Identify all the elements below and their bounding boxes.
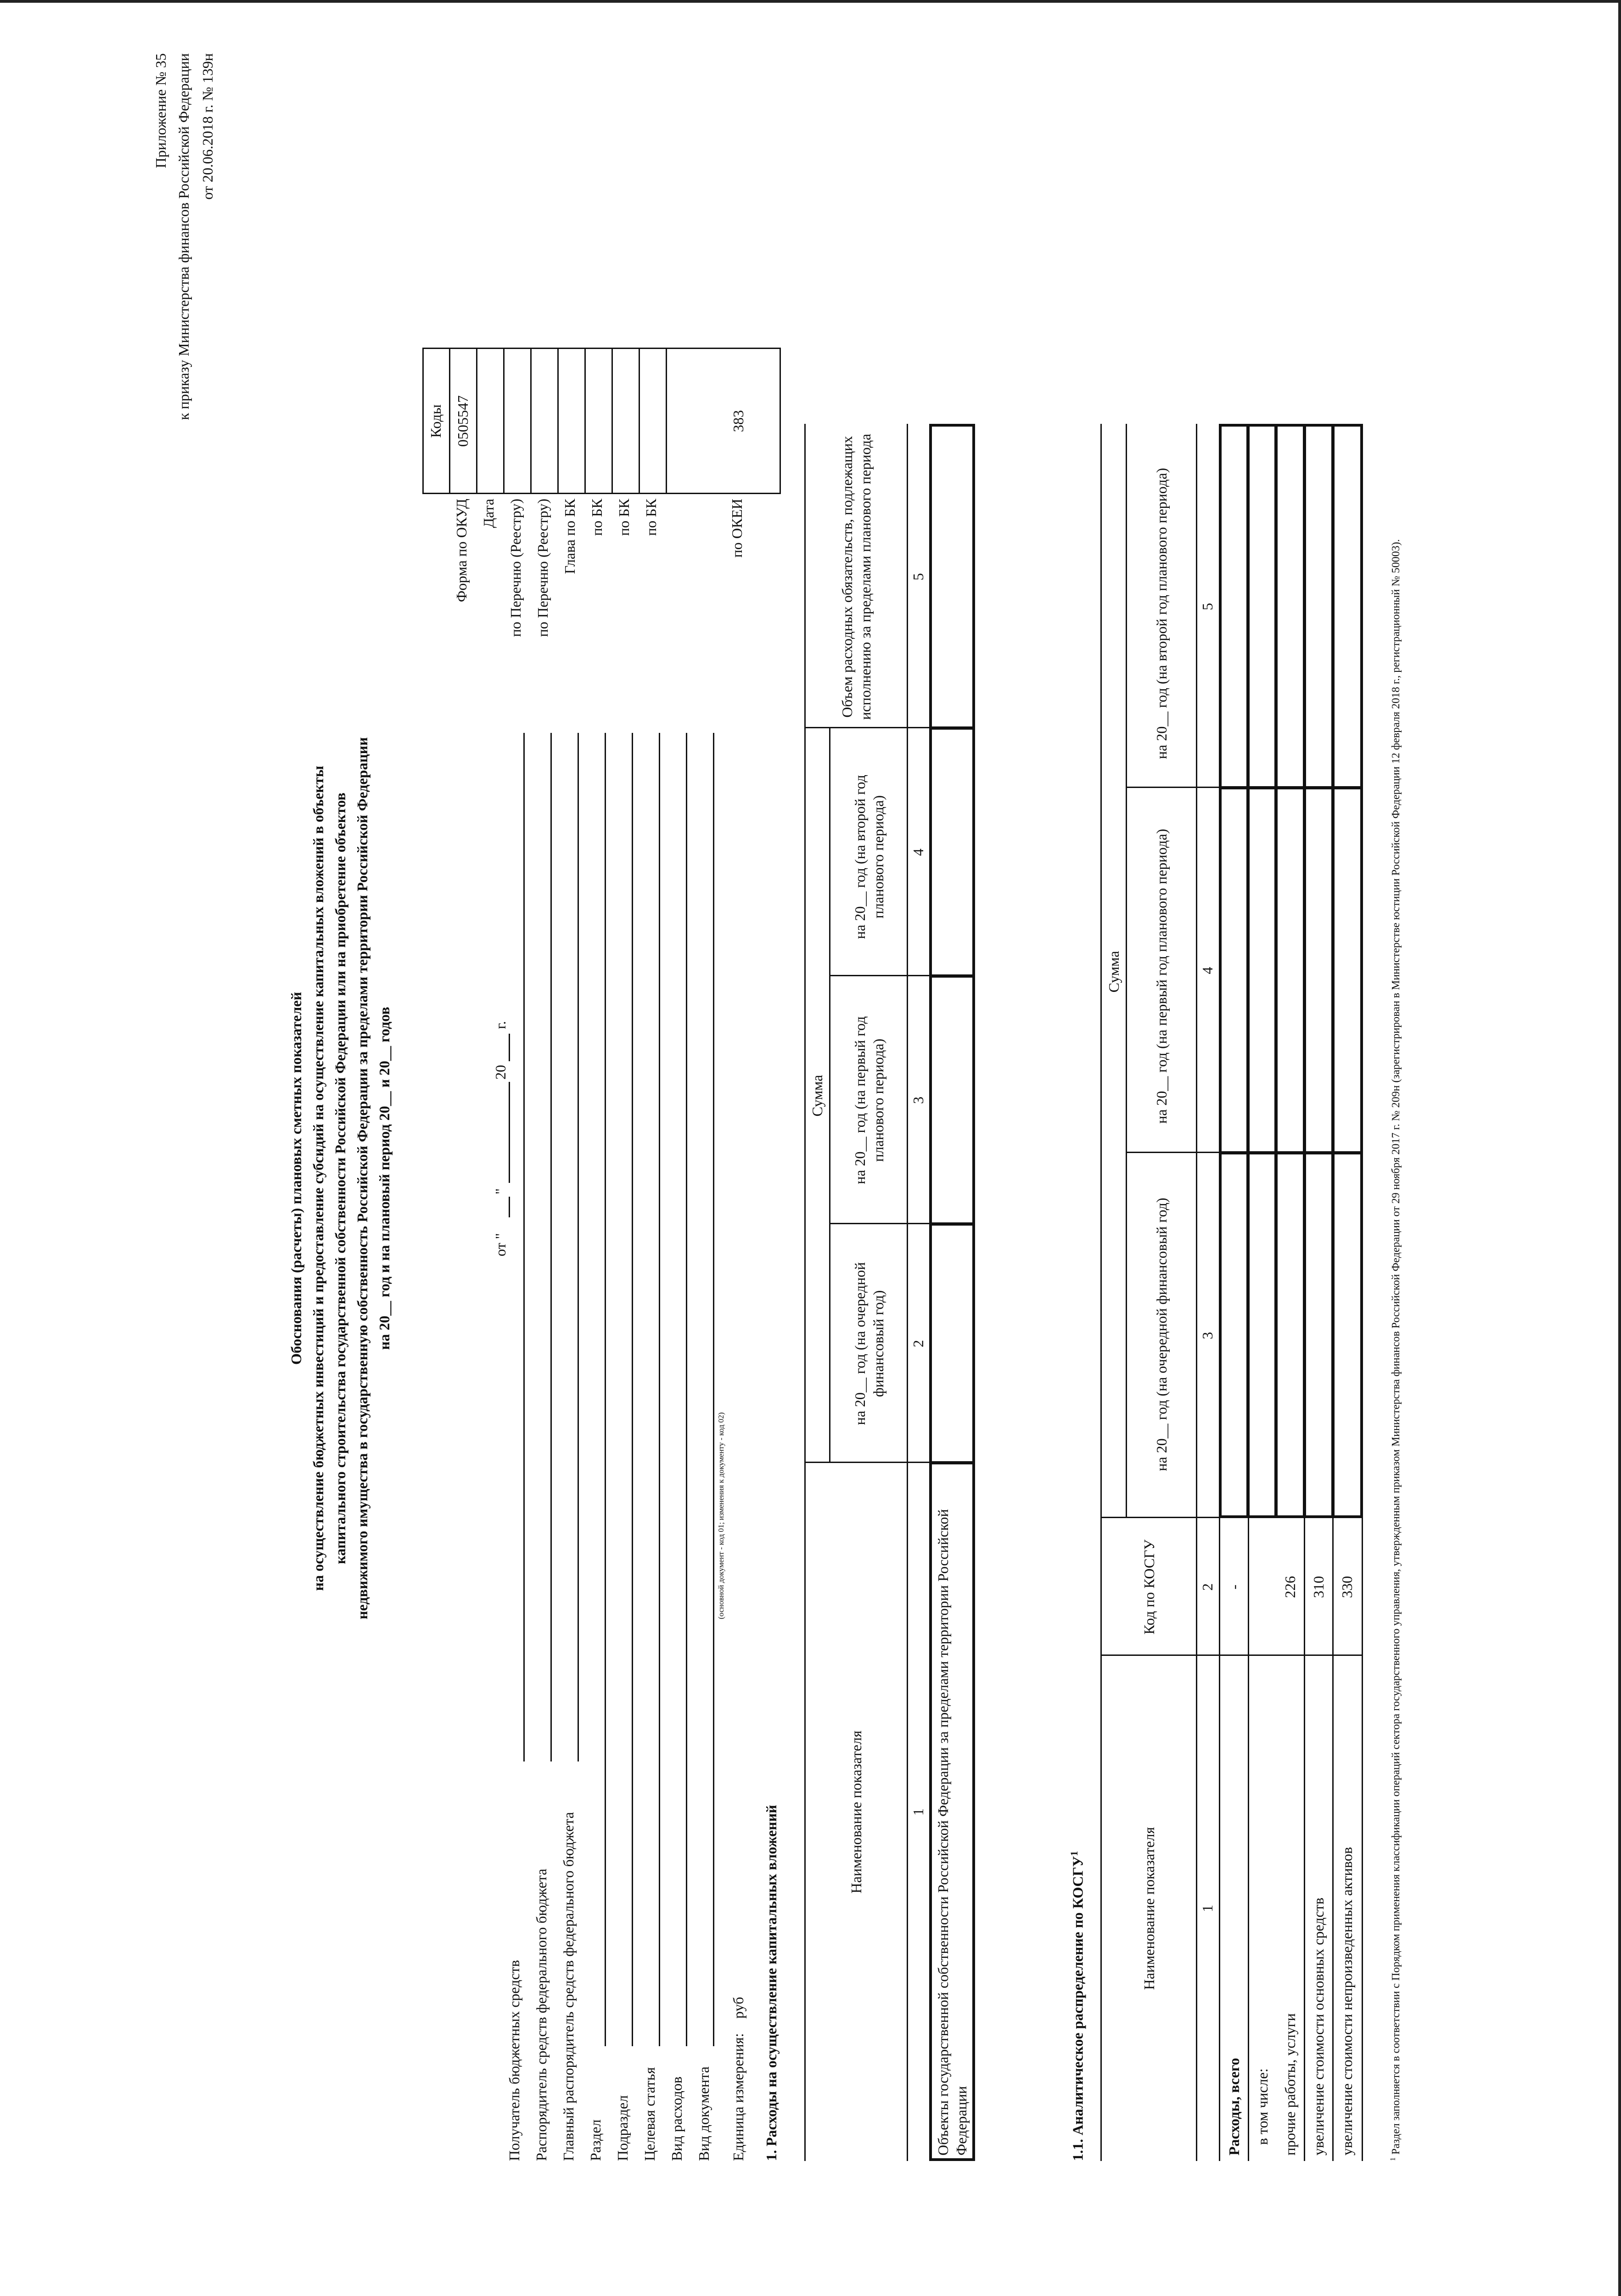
title-line-2: на осуществление бюджетных инвестиций и предоставление субсидий на осуществление капитальных вложений в объекты [310,765,326,1591]
s11-row-incl-code [1249,1518,1276,1656]
s11-row-incl-name: в том числе: [1254,2068,1271,2145]
field-distributor: Распорядитель средств федерального бюджета [533,1868,550,2161]
s11-row-226-code: 226 [1282,1576,1298,1598]
s11-row-226-name: прочие работы, услуги [1282,2013,1298,2155]
codes-header: Коды [427,404,444,438]
s11-header-name: Наименование показателя [1140,1827,1157,1990]
footnote [1386,425,1403,2161]
s1-header-col5: Объем расходных обязательств, подлежащих исполнению за пределами планового периода [839,433,874,720]
s11-row-330-name: увеличение стоимости непроизведенных активов [1339,1847,1355,2155]
codes-label-bk-1: по БК [589,499,605,536]
s1-header-sum: Сумма [809,1075,825,1117]
s1-num-5: 5 [910,573,926,580]
title-line-4: недвижимого имущества в государственную собственность Российской Федерации за пределами территории Российской Федерации [354,737,370,1620]
s1-header-col3: на 20__ год (на первый год планового периода) [851,1016,886,1184]
s1-num-4: 4 [910,849,926,856]
field-expense-type: Вид расходов [668,2077,685,2161]
s1-header-col4: на 20__ год (на второй год планового периода) [851,775,886,939]
section-1-1-footnote-ref: 1 [1068,1851,1080,1856]
codes-label-registry-2: по Перечню (Реестру) [534,499,551,637]
field-target-article: Целевая статья [641,2067,658,2161]
codes-value-okei: 383 [730,410,746,432]
s11-num-1: 1 [1199,1905,1216,1912]
s1-num-3: 3 [910,1097,926,1104]
s11-num-2: 2 [1199,1583,1216,1591]
s1-row-objects: Объекты государственной собственности Российской Федерации за пределами территории Российской Федерации [935,1509,970,2155]
s1-header-col2: на 20__ год (на очередной финансовый год) [851,1262,886,1425]
section-1-1-title [1065,1851,1087,2161]
field-section: Раздел [587,2119,604,2161]
s11-header-col4: на 20__ год (на первый год планового периода) [1153,828,1170,1124]
s11-num-4: 4 [1199,967,1216,974]
s11-row-310-code: 310 [1310,1576,1327,1598]
field-recipient: Получатель бюджетных средств [506,1960,522,2161]
s11-row-total-name: Расходы, всего [1226,2058,1242,2155]
title-line-1: Обоснования (расчеты) плановых сметных показателей [288,992,304,1365]
appendix-line-1: Приложение № 35 [152,53,169,169]
s11-num-3: 3 [1199,1332,1216,1339]
s1-num-1: 1 [910,1808,926,1816]
footnote-text: Раздел заполняется в соответствии с Порядком применения классификации операций сектора государственного управления, утвержденным приказом Министерства финансов Российской Федерации от 29 ноября 2017 г. № 209н (зарегистрирован в Министерстве юстиции Российской Федерации 12 февраля 2018 г., регистрационный № 50003). [1390,539,1402,2155]
codes-label-glava-bk: Глава по БК [561,499,578,574]
date-year-suffix: г. [492,1021,509,1029]
unit-value: руб [730,1997,746,2019]
date-quote: " [492,1188,509,1194]
unit-label: Единица измерения: [730,2033,746,2161]
field-document-type: Вид документа [696,2066,712,2161]
s11-row-330-code: 330 [1339,1576,1355,1598]
s11-num-5: 5 [1199,603,1216,610]
document-type-hint: (основной документ - код 01; изменения к документу - код 02) [717,1412,725,1619]
s11-row-310-name: увеличение стоимости основных средств [1310,1897,1327,2155]
date-from: от " [492,1233,509,1256]
field-main-distributor: Главный распорядитель средств федерального бюджета [560,1812,577,2161]
codes-label-registry-1: по Перечню (Реестру) [507,499,524,637]
s1-header-name: Наименование показателя [848,1730,864,1894]
footnote-mark: 1 [1389,2157,1397,2161]
codes-label-bk-3: по БК [643,499,659,536]
codes-label-date: Дата [480,499,497,528]
s11-row-total-code: - [1226,1584,1242,1590]
section-1-title: 1. Расходы на осуществление капитальных вложений [763,1805,780,2161]
codes-value-okud: 0505547 [454,395,471,447]
title-line-3: капитального строительства государственной собственности Российской Федерации или на приобретение объектов [332,792,348,1564]
codes-label-okud: Форма по ОКУД [453,499,470,602]
s11-header-col3: на 20__ год (на очередной финансовый год) [1153,1198,1170,1471]
appendix-line-3: от 20.06.2018 г. № 139н [199,53,216,200]
title-line-5: на 20__ год и на плановый период 20__ и 20__ годов [376,1007,393,1350]
s11-header-code: Код по КОСГУ [1140,1539,1157,1635]
s11-header-sum: Сумма [1105,951,1122,993]
appendix-line-2: к приказу Министерства финансов Российской Федерации [175,53,192,420]
codes-label-bk-2: по БК [616,499,632,536]
field-subsection: Подраздел [614,2095,631,2161]
date-year-prefix: 20 [492,1065,509,1080]
codes-label-okei: по ОКЕИ [729,499,745,558]
section-1-1-title-text: 1.1. Аналитическое распределение по КОСГУ [1069,1856,1086,2161]
s11-header-col5: на 20__ год (на второй год планового периода) [1153,468,1170,759]
s1-num-2: 2 [910,1340,926,1347]
